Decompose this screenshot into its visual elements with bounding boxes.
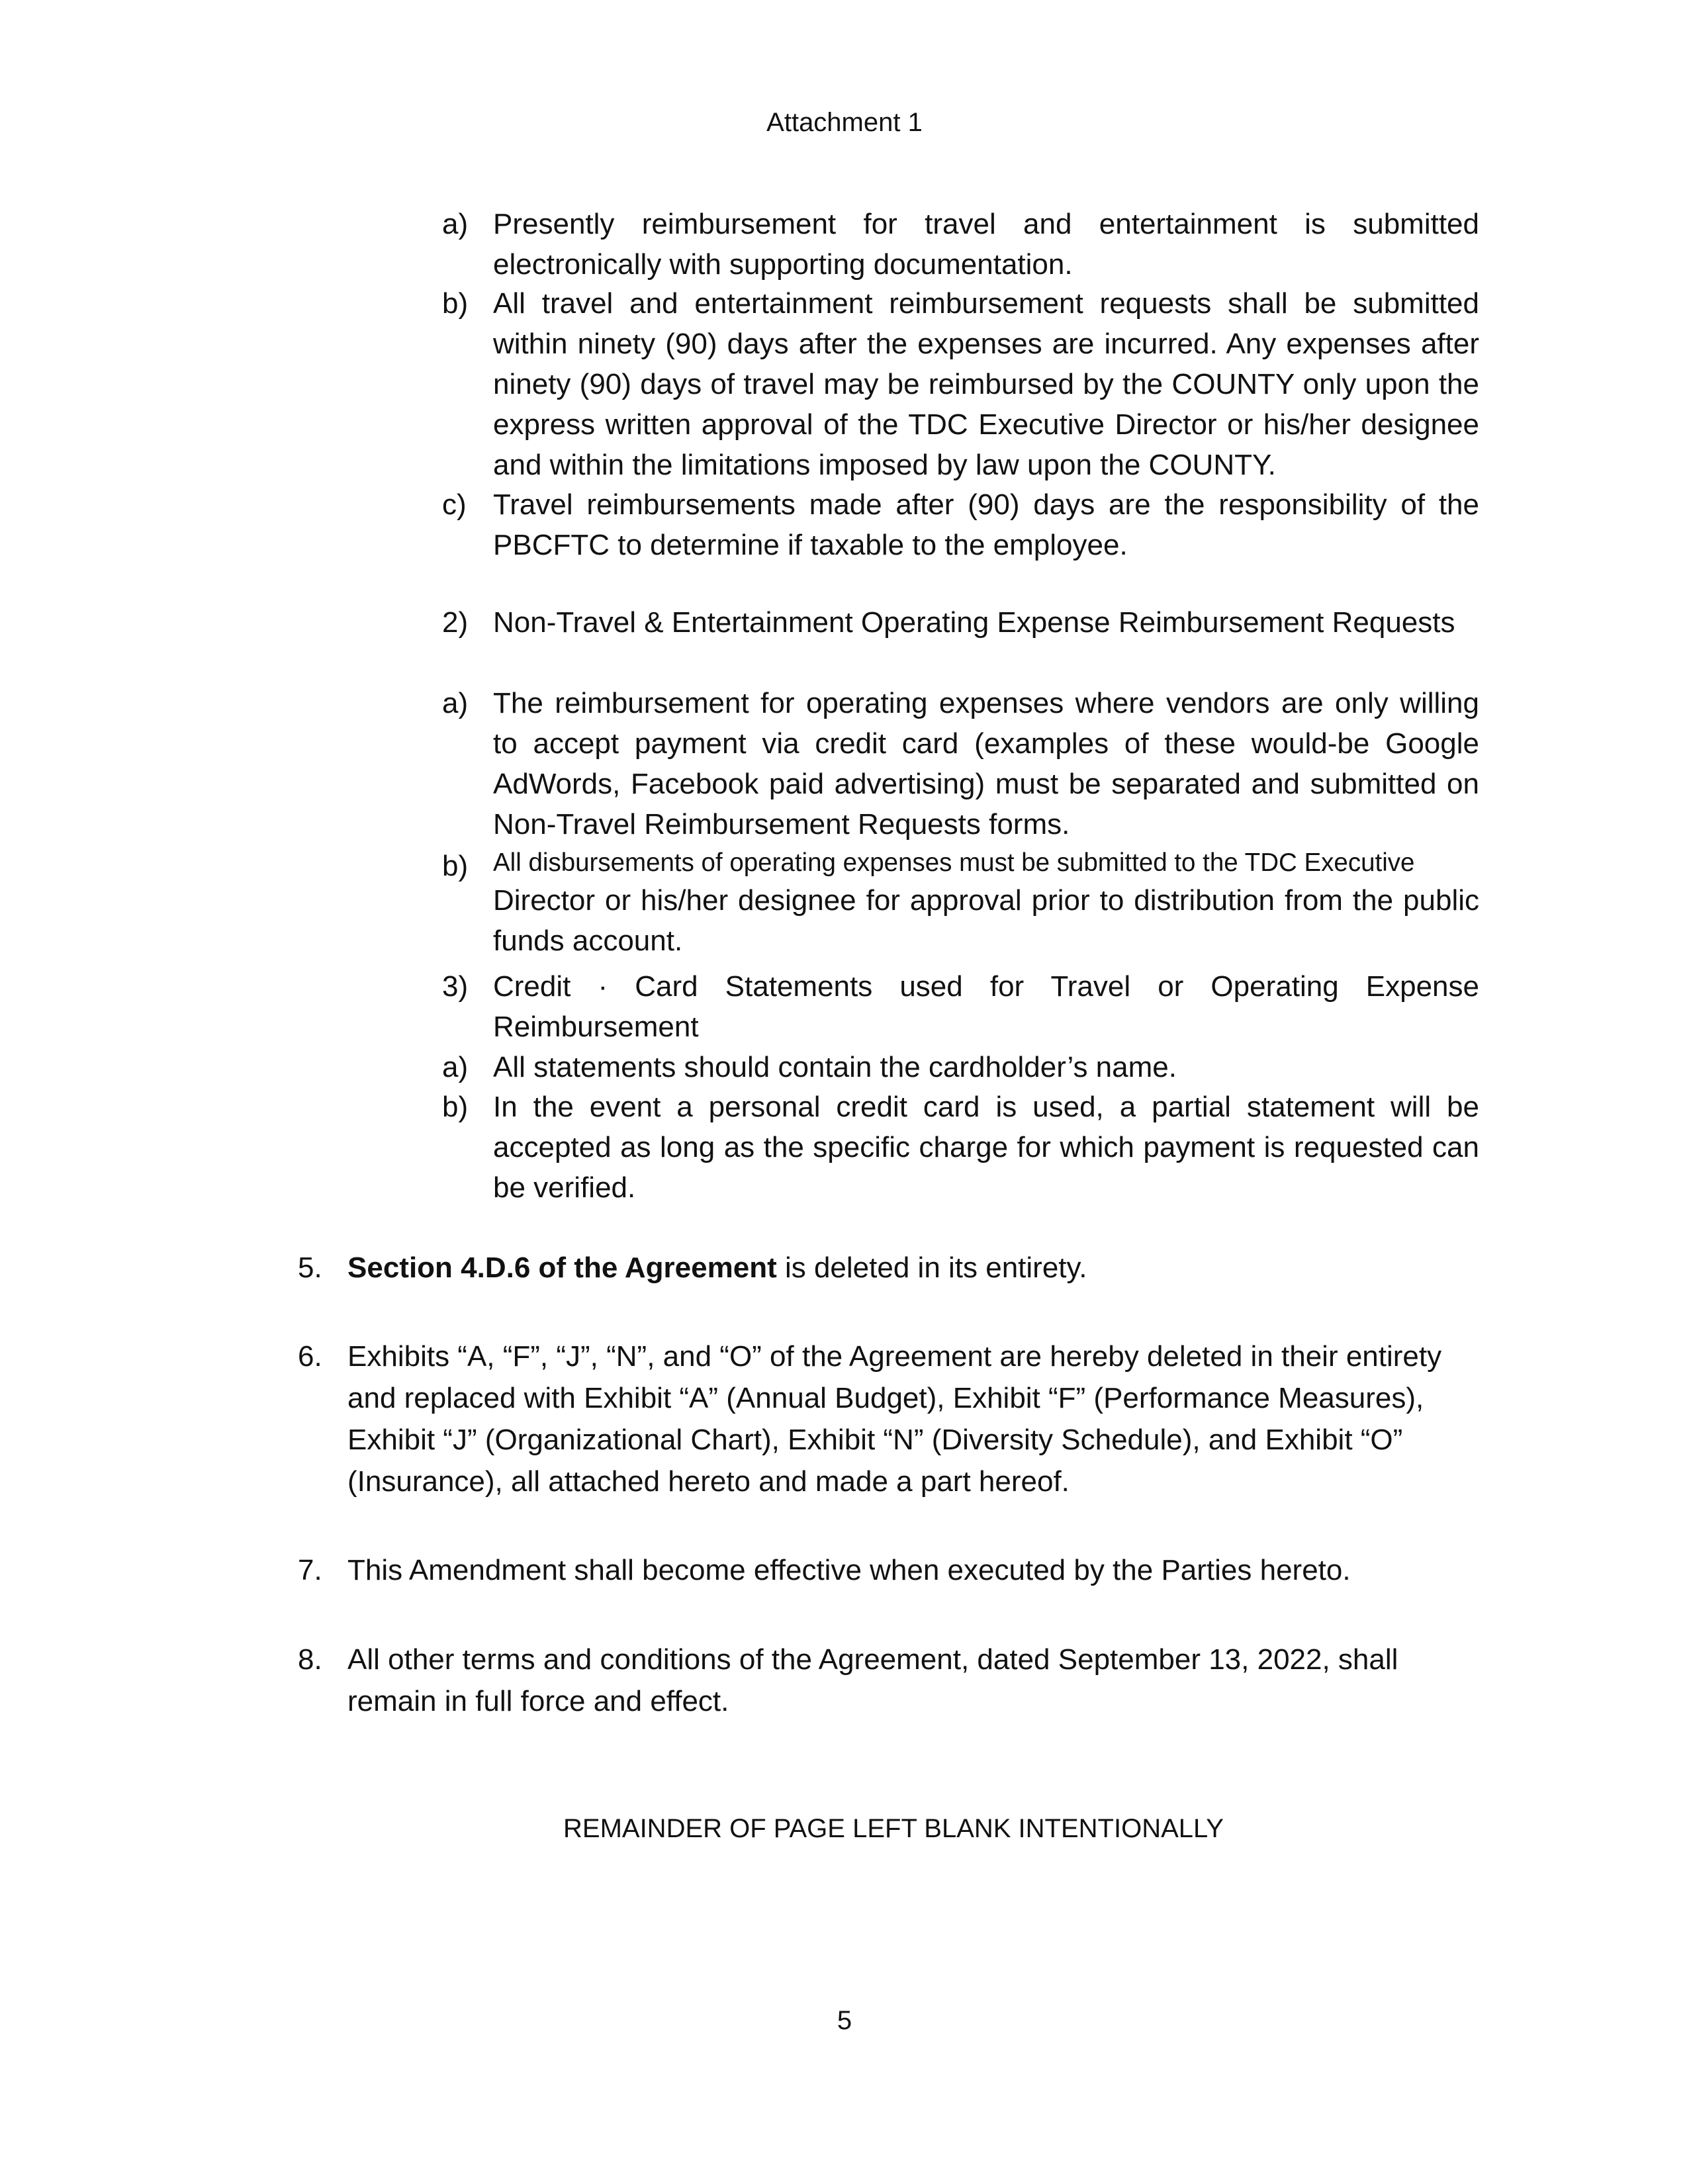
- item-text: The reimbursement for operating expenses where vendors are only willing to accept payment via credit card (examples of these would-be Google AdWords, Facebook paid advertising) must be separated and submitted on Non-Travel Reimbursement Requests forms.: [493, 687, 1479, 841]
- item-text: All travel and entertainment reimbursement requests shall be submitted within ninety (90) days after the expenses are incurred. Any expenses after ninety (90) days of travel may be reimbursed by the COUNTY only upon the express written approval of the TDC Executive Director or his/her designee and within the limitations imposed by law upon the COUNTY.: [493, 287, 1479, 481]
- page-number: 5: [837, 2006, 852, 2035]
- item-text: This Amendment shall become effective when executed by the Parties hereto.: [347, 1554, 1351, 1586]
- item-marker: a): [442, 687, 469, 719]
- item-text: All other terms and conditions of the Agreement, dated September 13, 2022, shall remain in full force and effect.: [347, 1643, 1398, 1717]
- item-marker: 6.: [298, 1340, 322, 1373]
- item-marker: 5.: [298, 1251, 322, 1284]
- item-text-wrapper: [347, 1248, 1446, 1288]
- item-text-rest: Director or his/her designee for approval prior to distribution from the public funds account.: [493, 884, 1479, 957]
- item-marker: b): [442, 1091, 469, 1123]
- item-text-first-line: All disbursements of operating expenses must be submitted to the TDC Executive: [493, 848, 1415, 877]
- attachment-header: Attachment 1: [766, 108, 923, 137]
- item-text: Presently reimbursement for travel and entertainment is submitted electronically with supporting documentation.: [493, 208, 1479, 281]
- item-marker: a): [442, 208, 469, 240]
- item-text: Exhibits “A, “F”, “J”, “N”, and “O” of the Agreement are hereby deleted in their entirety and replaced with Exhibit “A” (Annual Budget), Exhibit “F” (Performance Measures), Exhibit “J” (Organizational Chart), Exhibit “N” (Diversity Schedule), and Exhibit “O” (Insurance), all attached hereto and made a part hereof.: [347, 1340, 1442, 1498]
- section-title: Non-Travel & Entertainment Operating Expense Reimbursement Requests: [493, 606, 1455, 639]
- item-bold-text: Section 4.D.6 of the Agreement: [347, 1251, 777, 1284]
- item-marker: b): [442, 850, 469, 882]
- item-text: All statements should contain the cardholder’s name.: [493, 1051, 1177, 1083]
- item-marker: c): [442, 488, 467, 521]
- remainder-notice: REMAINDER OF PAGE LEFT BLANK INTENTIONALLY: [563, 1814, 1224, 1843]
- section-marker: 3): [442, 970, 469, 1003]
- item-text: Travel reimbursements made after (90) days are the responsibility of the PBCFTC to determine if taxable to the employee.: [493, 488, 1479, 561]
- section-title-wrapper: [493, 966, 1479, 1047]
- section-title-line-1: Credit · Card Statements used for Travel or Operating Expense: [493, 970, 1479, 1003]
- item-marker: b): [442, 287, 469, 320]
- item-marker: a): [442, 1051, 469, 1083]
- item-marker: 8.: [298, 1643, 322, 1676]
- section-marker: 2): [442, 606, 469, 639]
- item-text-wrapper: [493, 846, 1479, 961]
- item-marker: 7.: [298, 1554, 322, 1586]
- item-text: In the event a personal credit card is used, a partial statement will be accepted as long as the specific charge for which payment is requested can be verified.: [493, 1091, 1479, 1204]
- section-title-line-2: Reimbursement: [493, 1011, 699, 1043]
- item-text: is deleted in its entirety.: [776, 1251, 1087, 1284]
